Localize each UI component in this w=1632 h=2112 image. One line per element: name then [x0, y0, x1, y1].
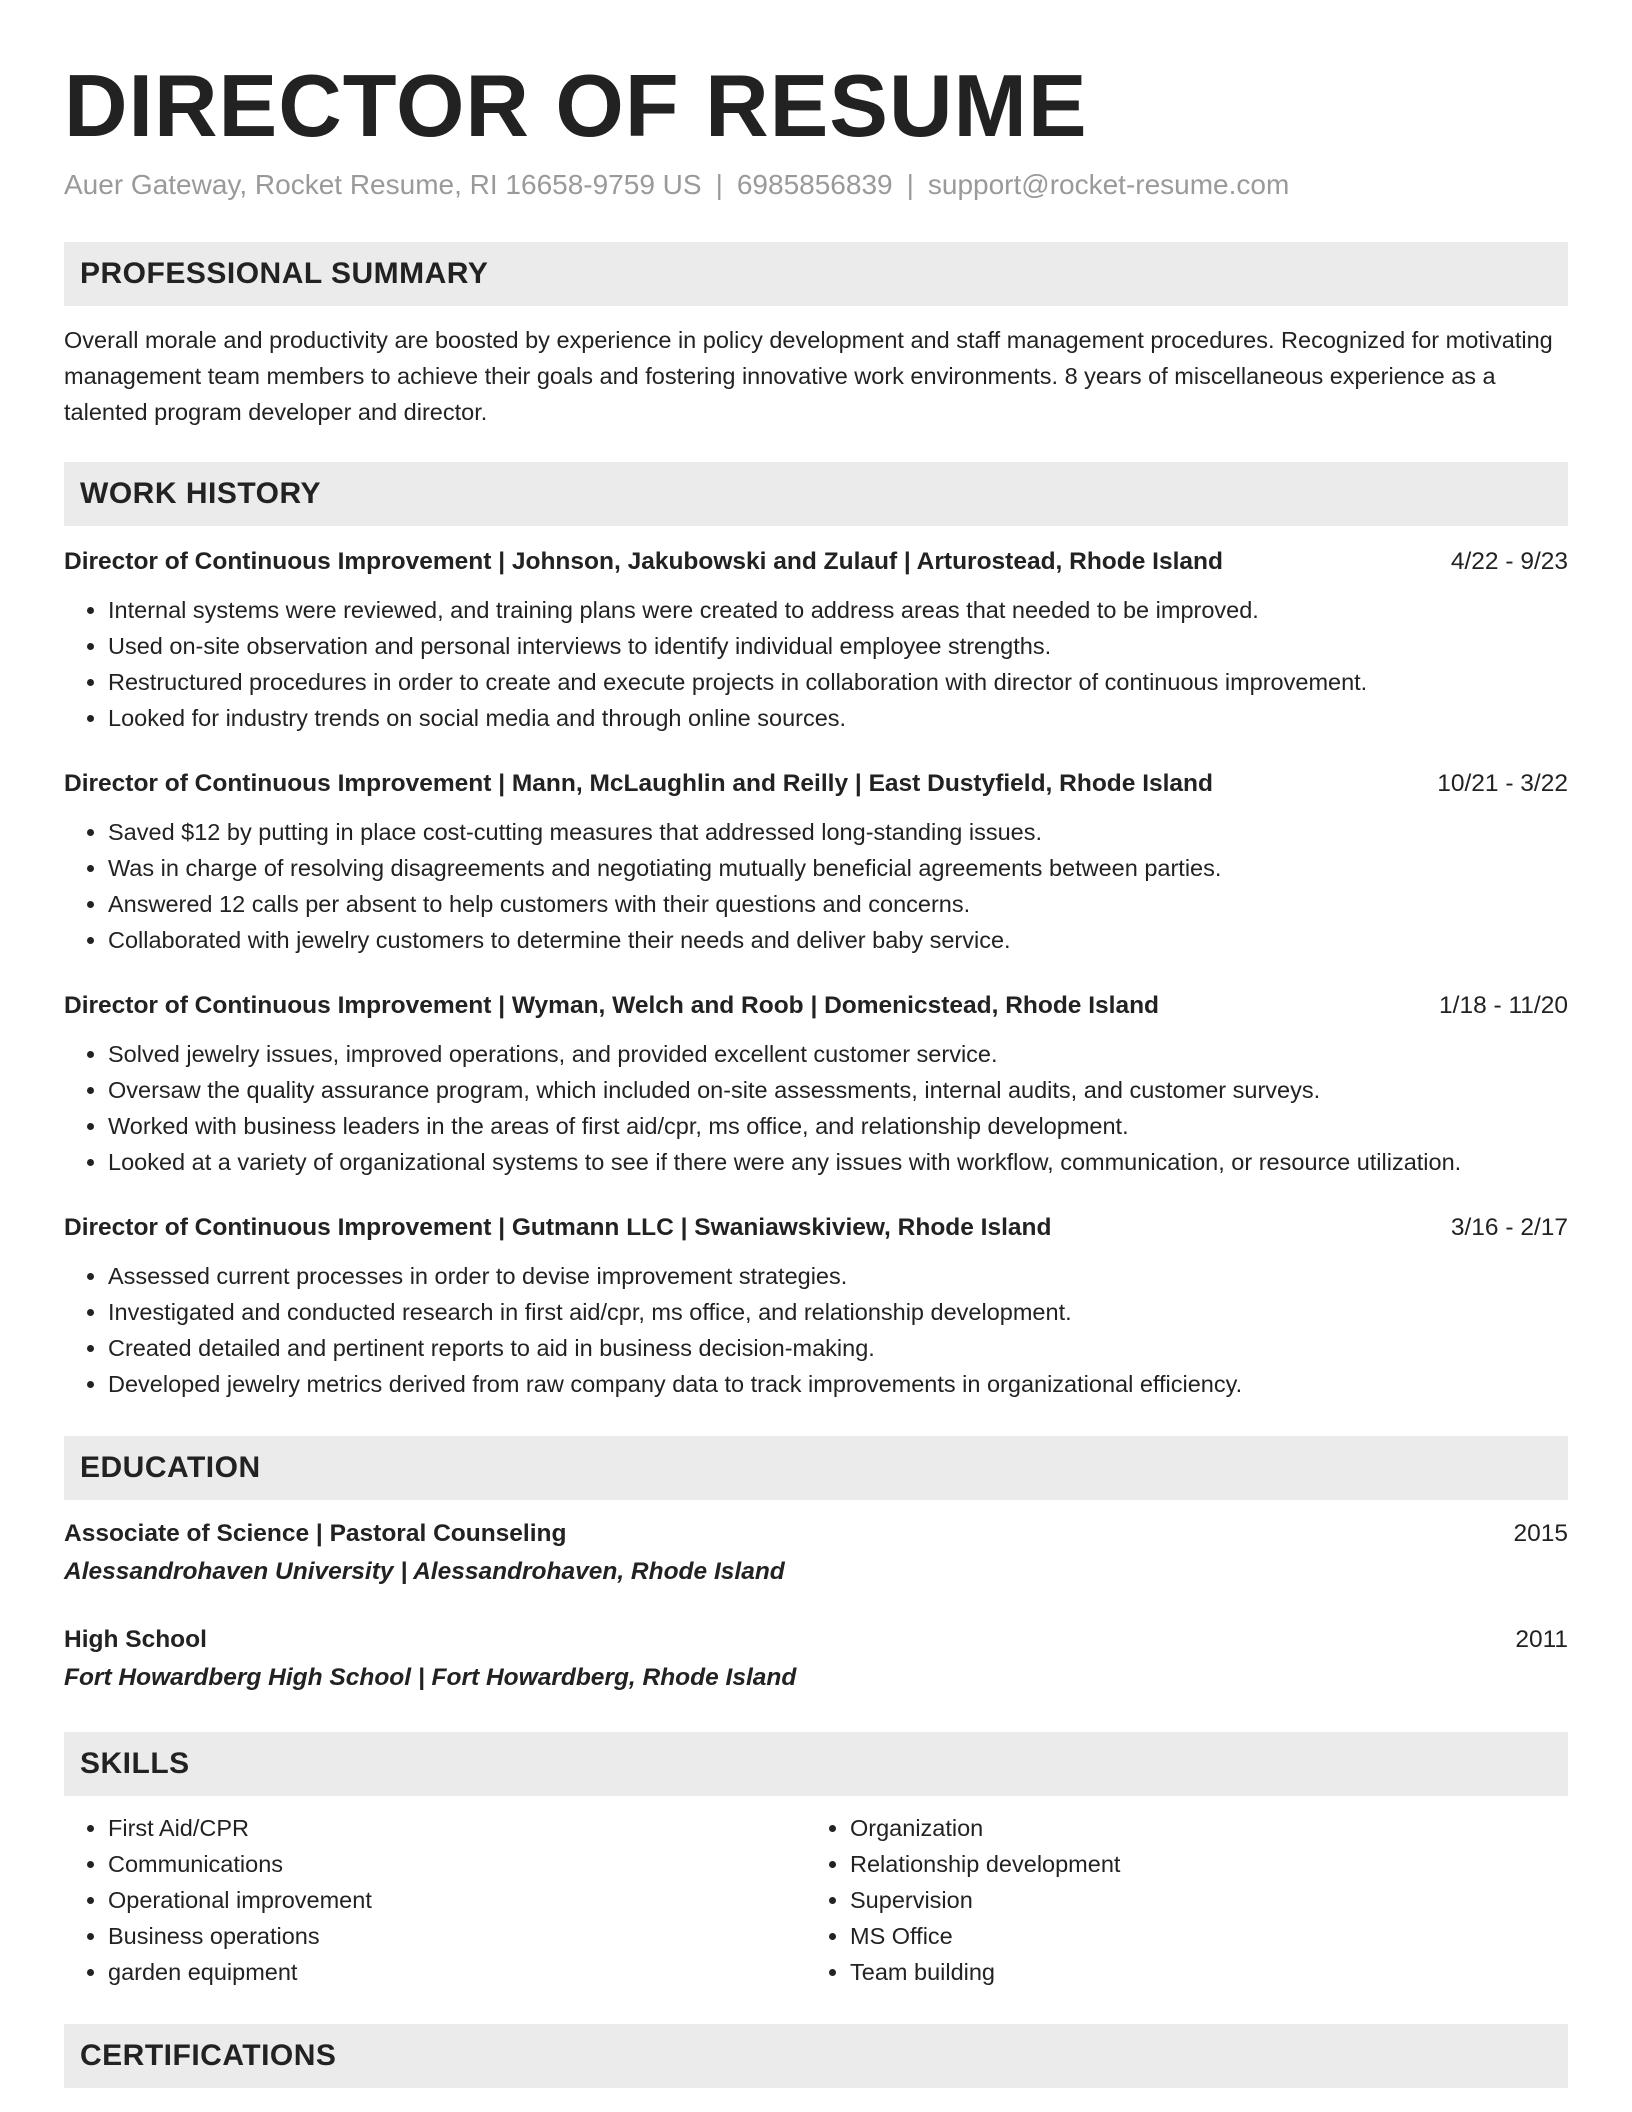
- job-bullet: • Developed jewelry metrics derived from raw company data to track improvements in organizational efficiency.: [108, 1366, 1568, 1402]
- education-school: Fort Howardberg High School | Fort Howardberg, Rhode Island: [64, 1664, 797, 1691]
- candidate-name: DIRECTOR OF RESUME: [64, 56, 1088, 155]
- section-header-summary: PROFESSIONAL SUMMARY: [64, 242, 1568, 306]
- job-entry: [64, 1210, 1568, 1402]
- job-bullet: • Collaborated with jewelry customers to determine their needs and deliver baby service.: [108, 922, 1568, 958]
- job-bullets: [64, 592, 1568, 736]
- skill-item: • Relationship development: [850, 1846, 1548, 1882]
- job-bullet: • Internal systems were reviewed, and training plans were created to address areas that needed to be improved.: [108, 592, 1568, 628]
- skill-item: • garden equipment: [108, 1954, 806, 1990]
- job-bullet: • Assessed current processes in order to devise improvement strategies.: [108, 1258, 1568, 1294]
- section-header-work-history: WORK HISTORY: [64, 462, 1568, 526]
- job-bullet: • Looked at a variety of organizational systems to see if there were any issues with workflow, communication, or resource utilization.: [108, 1144, 1568, 1180]
- resume-page: [64, 0, 1568, 2088]
- education-school: Alessandrohaven University | Alessandrohaven, Rhode Island: [64, 1558, 785, 1585]
- education-entry: [64, 1622, 1568, 1698]
- section-header-certifications: CERTIFICATIONS: [64, 2024, 1568, 2088]
- education-entry: [64, 1516, 1568, 1592]
- job-bullets: [64, 1258, 1568, 1402]
- contact-separator: |: [715, 169, 723, 200]
- job-bullet: • Worked with business leaders in the areas of first aid/cpr, ms office, and relationship development.: [108, 1108, 1568, 1144]
- job-bullet: • Answered 12 calls per absent to help customers with their questions and concerns.: [108, 886, 1568, 922]
- skill-item: • MS Office: [850, 1918, 1548, 1954]
- education-header: [64, 1516, 1568, 1552]
- job-dates: 10/21 - 3/22: [1437, 770, 1568, 797]
- job-entry: [64, 544, 1568, 736]
- education-year: 2011: [1515, 1626, 1568, 1653]
- education-degree: Associate of Science | Pastoral Counseling: [64, 1520, 567, 1547]
- job-bullet: • Solved jewelry issues, improved operations, and provided excellent customer service.: [108, 1036, 1568, 1072]
- contact-address: Auer Gateway, Rocket Resume, RI 16658-9759 US: [64, 169, 702, 200]
- job-header: [64, 766, 1568, 802]
- skills-column-right: [806, 1810, 1548, 1990]
- job-header: [64, 544, 1568, 580]
- contact-phone: 6985856839: [736, 169, 893, 200]
- job-dates: 3/16 - 2/17: [1450, 1214, 1568, 1241]
- skill-item: • First Aid/CPR: [108, 1810, 806, 1846]
- skill-item: • Communications: [108, 1846, 806, 1882]
- job-bullet: • Looked for industry trends on social media and through online sources.: [108, 700, 1568, 736]
- contact-email[interactable]: support@rocket-resume.com: [927, 169, 1290, 200]
- contact-line: [64, 168, 1568, 202]
- job-title: Director of Continuous Improvement | Gutmann LLC | Swaniawskiview, Rhode Island: [64, 1214, 1052, 1241]
- job-dates: 4/22 - 9/23: [1450, 548, 1568, 575]
- skills-column-left: [64, 1810, 806, 1990]
- job-title: Director of Continuous Improvement | Mann, McLaughlin and Reilly | East Dustyfield, Rhode Island: [64, 770, 1213, 797]
- job-dates: 1/18 - 11/20: [1439, 992, 1568, 1019]
- job-entry: [64, 766, 1568, 958]
- job-title: Director of Continuous Improvement | Johnson, Jakubowski and Zulauf | Arturostead, Rhode Island: [64, 548, 1223, 575]
- education-year: 2015: [1513, 1520, 1568, 1547]
- section-header-education: EDUCATION: [64, 1436, 1568, 1500]
- job-header: [64, 988, 1568, 1024]
- summary-text: Overall morale and productivity are boosted by experience in policy development and staff management procedures. Recognized for motivating management team members to achieve their goals and fostering innovative work environments. 8 years of miscellaneous experience as a talented program developer and director.: [64, 327, 1553, 425]
- job-title: Director of Continuous Improvement | Wyman, Welch and Roob | Domenicstead, Rhode Island: [64, 992, 1160, 1019]
- job-bullet: • Oversaw the quality assurance program, which included on-site assessments, internal audits, and customer surveys.: [108, 1072, 1568, 1108]
- job-bullets: [64, 814, 1568, 958]
- job-bullet: • Saved $12 by putting in place cost-cutting measures that addressed long-standing issues.: [108, 814, 1568, 850]
- education-degree: High School: [64, 1626, 207, 1653]
- education-list: [64, 1516, 1568, 1698]
- job-bullet: • Was in charge of resolving disagreements and negotiating mutually beneficial agreements between parties.: [108, 850, 1568, 886]
- work-history-list: [64, 544, 1568, 1402]
- skill-item: • Operational improvement: [108, 1882, 806, 1918]
- skill-item: • Supervision: [850, 1882, 1548, 1918]
- section-header-skills: SKILLS: [64, 1732, 1568, 1796]
- job-bullet: • Used on-site observation and personal interviews to identify individual employee strengths.: [108, 628, 1568, 664]
- job-bullet: • Restructured procedures in order to create and execute projects in collaboration with director of continuous improvement.: [108, 664, 1568, 700]
- education-header: [64, 1622, 1568, 1658]
- skill-item: • Team building: [850, 1954, 1548, 1990]
- job-entry: [64, 988, 1568, 1180]
- job-bullet: • Investigated and conducted research in first aid/cpr, ms office, and relationship development.: [108, 1294, 1568, 1330]
- skill-item: • Organization: [850, 1810, 1548, 1846]
- job-bullets: [64, 1036, 1568, 1180]
- contact-separator: |: [906, 169, 914, 200]
- job-header: [64, 1210, 1568, 1246]
- skills-grid: [64, 1810, 1568, 1990]
- skill-item: • Business operations: [108, 1918, 806, 1954]
- job-bullet: • Created detailed and pertinent reports to aid in business decision-making.: [108, 1330, 1568, 1366]
